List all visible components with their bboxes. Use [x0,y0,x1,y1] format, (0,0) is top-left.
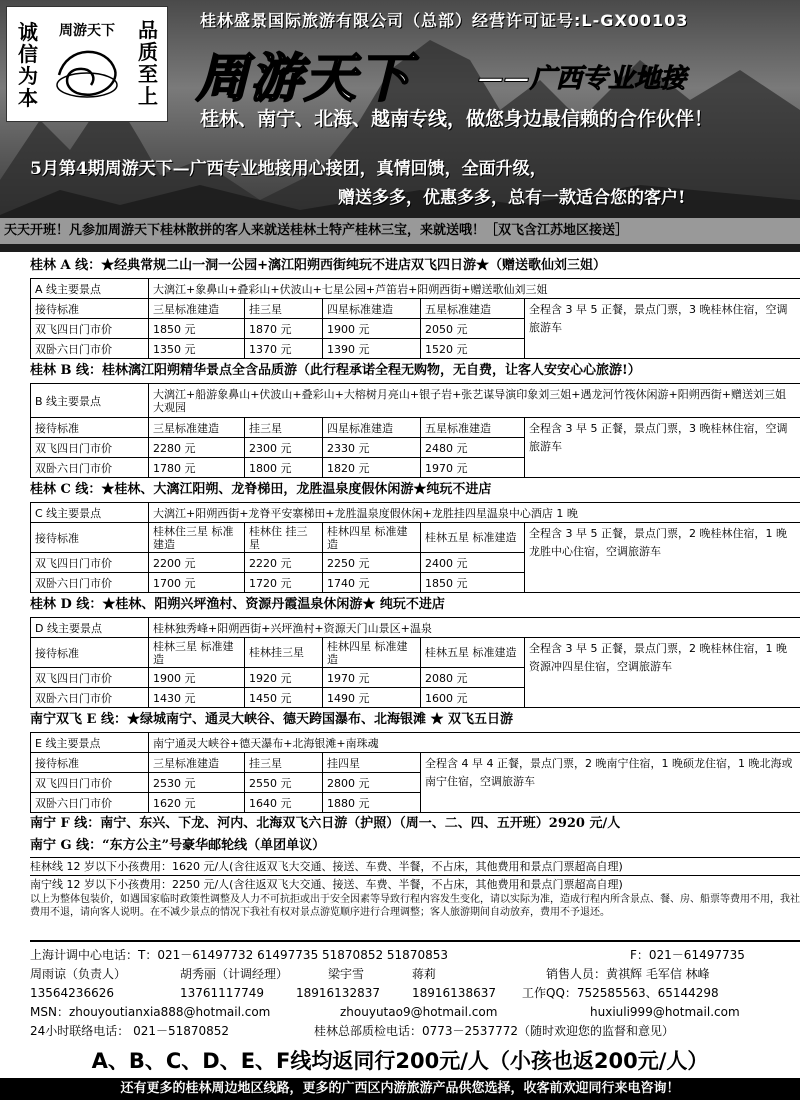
price: 1850 元 [421,573,525,593]
route-b-table [30,383,800,478]
price: 2200 元 [149,553,245,573]
std: 桂林四星 标准建造 [323,638,421,668]
sleeper-label: 双卧六日门市价 [31,688,149,708]
sleeper-label: 双卧六日门市价 [31,793,149,813]
std: 三星标准建造 [149,753,245,773]
spots: 桂林独秀峰+阳朔西街+兴坪渔村+资源天门山景区+温泉 [149,618,800,638]
price: 2050 元 [421,319,525,339]
promo-line-1: 5月第4期周游天下—广西专业地接用心接团，真情回馈，全面升级， [30,159,547,179]
price: 1740 元 [323,573,421,593]
route-note: 全程含 3 早 5 正餐，景点门票，2 晚桂林住宿，1 晚龙胜中心住宿，空调旅游车 [525,523,800,593]
fly-label: 双飞四日门市价 [31,553,149,573]
fly-label: 双飞四日门市价 [31,668,149,688]
std: 三星标准建造 [149,299,245,319]
route-b-title: 桂林 B 线：桂林漓江阳朔精华景点全含品质游（此行程承诺全程无购物，无自费，让客人安安心心旅游!） [30,363,641,378]
route-note: 全程含 3 早 5 正餐，景点门票，3 晚桂林住宿，空调旅游车 [525,418,800,478]
kids-fee-nanning: 南宁线 12 岁以下小孩费用：2250 元/人(含往返双飞大交通、接送、车费、半餐，不占床，其他费用和景点门票超高自理) [30,875,800,893]
route-note: 全程含 3 早 5 正餐，景点门票，2 晚桂林住宿，1 晚资源冲四星住宿，空调旅游车 [525,638,800,708]
price: 1350 元 [149,339,245,359]
price: 2280 元 [149,438,245,458]
price: 2250 元 [323,553,421,573]
seal-right-text: 品质至上 [138,18,158,108]
refund-banner: A、B、C、D、E、F线均返同行200元/人（小孩也返200元/人） [91,1049,709,1073]
std: 桂林五星 标准建造 [421,523,525,553]
std: 四星标准建造 [323,418,421,438]
price: 2480 元 [421,438,525,458]
fly-label: 双飞四日门市价 [31,319,149,339]
spots: 大漓江+象鼻山+叠彩山+伏波山+七星公园+芦笛岩+阳朔西街+赠送歌仙刘三姐 [149,279,800,299]
route-g-line: 南宁 G 线：“东方公主”号豪华邮轮线（单团单议） [30,838,326,853]
promo-line-2: 赠送多多，优惠多多，总有一款适合您的客户! [338,188,686,208]
contact-block [30,940,800,1041]
price: 1900 元 [323,319,421,339]
email: huxiuli999@hotmail.com [590,1005,740,1019]
fly-label: 双飞四日门市价 [31,438,149,458]
price: 1390 元 [323,339,421,359]
header-banner [0,0,800,252]
std-label: 接待标准 [31,638,149,668]
std: 五星标准建造 [421,299,525,319]
fax: F：021－61497735 [630,948,745,962]
spots: 南宁通灵大峡谷+德天瀑布+北海银滩+南珠魂 [149,733,800,753]
price: 1970 元 [421,458,525,478]
tel-line: 上海计调中心电话：T：021－61497732 61497735 51870852 51870853 [30,948,448,962]
price: 1920 元 [245,668,323,688]
price: 1370 元 [245,339,323,359]
price: 1450 元 [245,688,323,708]
contact-name: 胡秀丽（计调经理） [180,967,289,981]
route-a-title: 桂林 A 线：★经典常规二山一洞一公园+漓江阳朔西街纯玩不进店双飞四日游★（赠送歌仙刘三姐） [30,258,607,273]
tagline: 桂林、南宁、北海、越南专线，做您身边最信赖的合作伙伴！ [200,108,714,130]
route-list [30,254,800,919]
brand-title: 周游天下 [196,48,413,109]
disclaimer: 以上为整体包装价，如遇国家临时政策性调整及人力不可抗拒或出于安全因素等导致行程内容发生变化，请以实际为准，造成行程内所含景点、餐、房、船票等费用不用，我社费用不退，请向客人说明。在不减少景点的情况下我社有权对景点游览顺序进行合理调整；客人旅游期间自动放弃，费用不予退还。 [30,894,800,918]
route-c-title: 桂林 C 线：★桂林、大漓江阳朔、龙脊梯田，龙胜温泉度假休闲游★纯玩不进店 [30,482,492,497]
std: 三星标准建造 [149,418,245,438]
daily-notice: 天天开班！凡参加周游天下桂林散拼的客人来就送桂林土特产桂林三宝，来就送哦！［双飞含江苏地区接送］ [0,218,800,244]
route-c-table [30,502,800,593]
route-e-table [30,732,800,813]
price: 1620 元 [149,793,245,813]
spots-label: E 线主要景点 [31,733,149,753]
std: 桂林三星 标准建造 [149,638,245,668]
contact-name: 梁宇雪 [328,967,365,981]
price: 1970 元 [323,668,421,688]
price: 1780 元 [149,458,245,478]
dragon-logo-icon [47,15,127,111]
seal-left-text: 诚信为本 [18,20,38,110]
price: 1520 元 [421,339,525,359]
std: 桂林五星 标准建造 [421,638,525,668]
std: 四星标准建造 [323,299,421,319]
route-note: 全程含 4 早 4 正餐，景点门票，2 晚南宁住宿，1 晚硕龙住宿，1 晚北海或南宁住宿，空调旅游车 [421,753,800,813]
price: 1900 元 [149,668,245,688]
price: 1490 元 [323,688,421,708]
std-label: 接待标准 [31,523,149,553]
std: 桂林四星 标准建造 [323,523,421,553]
company-logo [6,6,168,122]
route-e-title: 南宁双飞 E 线：★绿城南宁、通灵大峡谷、德天跨国瀑布、北海银滩 ★ 双飞五日游 [30,712,514,727]
std-label: 接待标准 [31,418,149,438]
contact-phone: 18916132837 [296,986,380,1000]
seal-center-text: 周游天下 [59,23,115,39]
route-note: 全程含 3 早 5 正餐，景点门票，3 晚桂林住宿，空调旅游车 [525,299,800,359]
quality-hotline: 桂林总部质检电话：0773－2537772（随时欢迎您的监督和意见） [314,1024,674,1038]
route-d-title: 桂林 D 线：★桂林、阳朔兴坪渔村、资源丹霞温泉休闲游★ 纯玩不进店 [30,597,445,612]
sleeper-label: 双卧六日门市价 [31,573,149,593]
price: 1600 元 [421,688,525,708]
std: 桂林住 挂三星 [245,523,323,553]
spots: 大漓江+阳朔西街+龙脊平安寨梯田+龙胜温泉度假休闲+龙胜挂四星温泉中心酒店 1 晚 [149,503,800,523]
msn-email: MSN：zhouyoutianxia888@hotmail.com [30,1005,271,1019]
contact-name: 蒋莉 [412,967,437,981]
price: 1430 元 [149,688,245,708]
std: 桂林挂三星 [245,638,323,668]
hotline: 24小时联络电话： 021－51870852 [30,1024,230,1038]
price: 2800 元 [323,773,421,793]
price: 1640 元 [245,793,323,813]
std: 挂三星 [245,753,323,773]
brand-subtitle: ——广西专业地接 [478,64,687,94]
kids-fee-guilin: 桂林线 12 岁以下小孩费用：1620 元/人(含往返双飞大交通、接送、车费、半餐，不占床，其他费用和景点门票超高自理) [30,857,800,875]
price: 1850 元 [149,319,245,339]
fly-label: 双飞四日门市价 [31,773,149,793]
std: 挂三星 [245,418,323,438]
spots-label: B 线主要景点 [31,384,149,418]
contact-name: 周雨谅（负责人） [30,967,127,981]
price: 2330 元 [323,438,421,458]
price: 2530 元 [149,773,245,793]
sleeper-label: 双卧六日门市价 [31,339,149,359]
spots-label: A 线主要景点 [31,279,149,299]
price: 1820 元 [323,458,421,478]
price: 2300 元 [245,438,323,458]
route-a-table [30,278,800,359]
contact-phone: 13564236626 [30,986,114,1000]
email: zhouyutao9@hotmail.com [340,1005,498,1019]
company-name: 桂林盛景国际旅游有限公司（总部）经营许可证号:L-GX00103 [200,11,689,30]
std-label: 接待标准 [31,299,149,319]
price: 1800 元 [245,458,323,478]
contact-phone: 13761117749 [180,986,264,1000]
footer-bar: 还有更多的桂林周边地区线路，更多的广西区内游旅游产品供您选择，收客前欢迎同行来电咨询！ [0,1078,800,1100]
price: 2080 元 [421,668,525,688]
std: 挂四星 [323,753,421,773]
price: 1880 元 [323,793,421,813]
spots-label: C 线主要景点 [31,503,149,523]
contact-phone: 18916138637 [412,986,496,1000]
sleeper-label: 双卧六日门市价 [31,458,149,478]
route-d-table [30,617,800,708]
std: 五星标准建造 [421,418,525,438]
std-label: 接待标准 [31,753,149,773]
sales-staff: 销售人员：黄祺辉 毛军信 林峰 [546,967,710,981]
price: 1700 元 [149,573,245,593]
route-f-line: 南宁 F 线：南宁、东兴、下龙、河内、北海双飞六日游（护照）（周一、二、四、五开班）2920 元/人 [30,816,621,831]
std: 桂林住三星 标准建造 [149,523,245,553]
work-qq: 工作QQ：752585563、65144298 [522,986,719,1000]
spots-label: D 线主要景点 [31,618,149,638]
std: 挂三星 [245,299,323,319]
price: 2400 元 [421,553,525,573]
spots: 大漓江+船游象鼻山+伏波山+叠彩山+大榕树月亮山+银子岩+张艺谋导演印象刘三姐+遇龙河竹筏休闲游+阳朔西街+赠送刘三姐大观园 [149,384,800,418]
price: 2220 元 [245,553,323,573]
price: 2550 元 [245,773,323,793]
price: 1870 元 [245,319,323,339]
price: 1720 元 [245,573,323,593]
